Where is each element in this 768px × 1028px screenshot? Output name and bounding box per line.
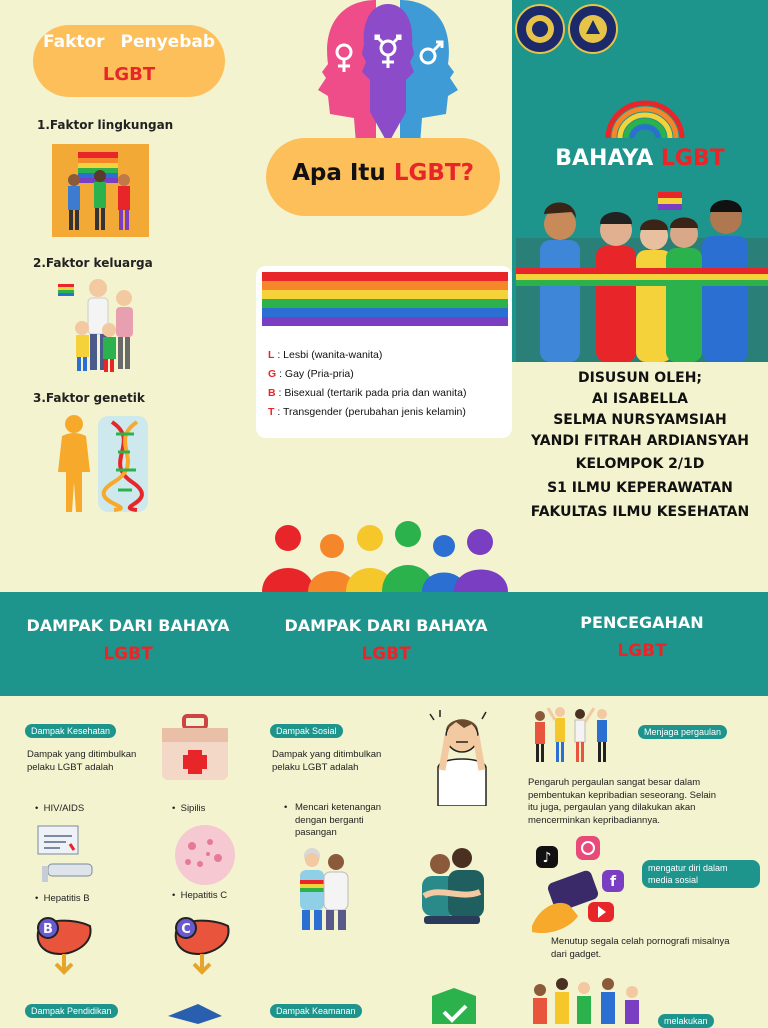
- col3-title: PENCEGAHAN: [580, 613, 704, 632]
- factor-label-1: 1.Faktor lingkungan: [37, 118, 174, 132]
- col1-description: Dampak yang ditimbulkan pelaku LGBT adalah: [27, 749, 137, 773]
- col2-title-lgbt: LGBT: [361, 644, 411, 664]
- tag-dampak-sosial: Dampak Sosial: [270, 724, 343, 738]
- people-silhouettes-illustration: [258, 520, 512, 592]
- disease-hepatitis-b: • Hepatitis B: [35, 893, 90, 904]
- disease-hepatitis-c: • Hepatitis C: [172, 890, 228, 901]
- svg-text:C: C: [181, 922, 191, 937]
- definition-t: T : Transgender (perubahan jenis kelamin): [268, 406, 466, 418]
- graduation-cap-icon: [164, 1002, 224, 1024]
- hugging-couple-illustration: [410, 846, 492, 930]
- tag-menjaga-pergaulan: Menjaga pergaulan: [638, 725, 727, 739]
- social-media-phone-illustration: [530, 836, 640, 936]
- author-3: YANDI FITRAH ARDIANSYAH: [530, 433, 749, 449]
- group-label: KELOMPOK 2/1D: [575, 456, 705, 472]
- credits-heading: DISUSUN OLEH;: [577, 370, 703, 386]
- syphilis-cell-icon: [170, 824, 240, 886]
- couple-rainbow-illustration: [290, 846, 358, 930]
- university-logo-2: [568, 4, 618, 54]
- cover-title-prefix: BAHAYA: [555, 146, 661, 171]
- tag-dampak-pendidikan: Dampak Pendidikan: [25, 1004, 118, 1018]
- svg-text:B: B: [43, 922, 53, 937]
- cover-title: [512, 146, 768, 171]
- definition-b: B : Bisexual (tertarik pada pria dan wanita): [268, 387, 467, 399]
- tag-melakukan: melakukan: [658, 1014, 714, 1028]
- author-2: SELMA NURSYAMSIAH: [553, 412, 727, 428]
- svg-text:f: f: [609, 874, 617, 890]
- program-label: S1 ILMU KEPERAWATAN: [547, 480, 733, 496]
- community-group-illustration: [528, 974, 652, 1024]
- factor-label-3: 3.Faktor genetik: [33, 391, 145, 405]
- family-illustration: [54, 278, 144, 376]
- author-1: AI ISABELLA: [592, 391, 688, 407]
- col3-title-lgbt: LGBT: [617, 641, 667, 661]
- svg-text:♪: ♪: [542, 850, 552, 866]
- question-prefix: Apa Itu: [292, 160, 394, 186]
- tag-dampak-keamanan: Dampak Keamanan: [270, 1004, 362, 1018]
- shield-check-icon: [430, 988, 478, 1024]
- definition-g: G : Gay (Pria-pria): [268, 368, 354, 380]
- gender-heads-illustration: [316, 0, 460, 144]
- first-aid-kit-icon: [158, 712, 232, 784]
- col3-description-2: Menutup segala celah pornografi misalnya dari gadget.: [551, 936, 730, 960]
- social-item-1: • Mencari ketenangan dengan berganti pasangan: [284, 802, 382, 838]
- faculty-label: FAKULTAS ILMU KESEHATAN: [530, 504, 750, 520]
- col1-title: DAMPAK DARI BAHAYA: [26, 616, 230, 635]
- rainbow-flag: [262, 272, 508, 326]
- instagram-icon: [576, 836, 600, 860]
- disease-hiv: • HIV/AIDS: [35, 803, 85, 814]
- rainbow-arc-icon: [604, 100, 686, 140]
- stressed-person-icon: [424, 708, 500, 806]
- factor-label-2: 2.Faktor keluarga: [33, 256, 153, 270]
- liver-c-icon: [172, 914, 232, 976]
- panel1-title: Faktor Penyebab: [42, 32, 215, 52]
- col2-title: DAMPAK DARI BAHAYA: [284, 616, 488, 635]
- crowd-illustration: [516, 178, 768, 362]
- medical-test-icon: [36, 824, 96, 886]
- environment-illustration: [52, 144, 149, 237]
- disease-sipilis: • Sipilis: [172, 803, 206, 814]
- friends-group-illustration: [528, 704, 624, 764]
- tag-dampak-kesehatan: Dampak Kesehatan: [25, 724, 116, 738]
- question-heading: [266, 160, 500, 186]
- col2-description: Dampak yang ditimbulkan pelaku LGBT adalah: [272, 749, 382, 773]
- cover-title-word: LGBT: [660, 146, 725, 171]
- tag-media-sosial: mengatur diri dalam media sosial: [642, 860, 760, 888]
- panel1-title-lgbt: LGBT: [102, 64, 156, 85]
- definition-list: [268, 346, 466, 422]
- liver-b-icon: [34, 914, 94, 976]
- col1-title-lgbt: LGBT: [103, 644, 153, 664]
- dna-gene-illustration: [52, 412, 152, 514]
- question-word: LGBT?: [393, 160, 474, 186]
- university-logo-1: [515, 4, 565, 54]
- credits: [512, 368, 768, 523]
- definition-l: L : Lesbi (wanita-wanita): [268, 349, 383, 361]
- col3-description-1: Pengaruh pergaulan sangat besar dalam pembentukan kepribadian seseorang. Selain itu juga, pergaulan yang dilakukan akan mencerminkan kepribadiannya.: [528, 777, 717, 826]
